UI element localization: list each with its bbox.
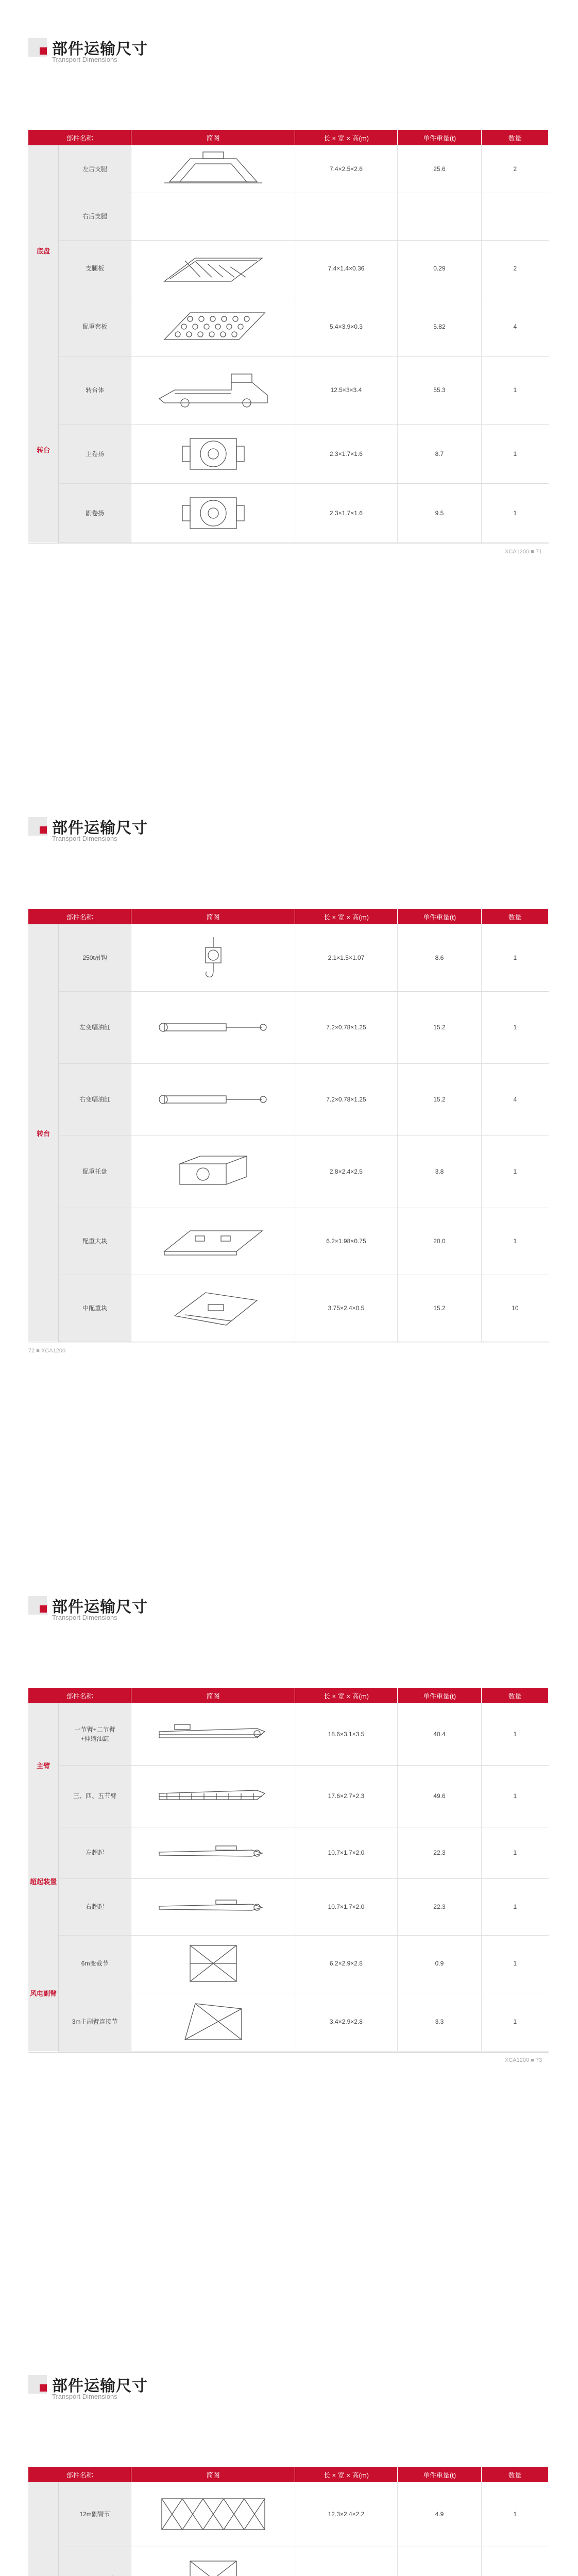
header-dimensions: 长 × 宽 × 高(m)	[295, 130, 398, 145]
part-name: 3m主副臂连接节	[59, 1992, 131, 2051]
part-dimensions: 3.75×2.4×0.5	[295, 1275, 398, 1342]
part-name: 转台体	[59, 356, 131, 424]
part-name: 中配重块	[59, 1275, 131, 1342]
part-quantity: 2	[482, 145, 549, 193]
part-quantity: 1	[482, 1703, 549, 1765]
table-row	[28, 1275, 549, 1342]
part-diagram	[131, 1208, 295, 1275]
part-dimensions: 17.6×2.7×2.3	[295, 1765, 398, 1827]
part-name: 配重大块	[59, 1208, 131, 1275]
category-label	[28, 2482, 59, 2576]
part-quantity: 1	[482, 1136, 549, 1208]
part-dimensions: 2.3×1.7×1.6	[295, 424, 398, 483]
part-quantity: 4	[482, 297, 549, 356]
part-weight: 0.9	[397, 1935, 482, 1992]
table-row	[28, 1136, 549, 1208]
part-quantity: 1	[482, 991, 549, 1063]
part-dimensions: 10.7×1.7×2.0	[295, 1827, 398, 1878]
table-row	[28, 483, 549, 543]
part-quantity: 1	[482, 1827, 549, 1878]
part-diagram	[131, 240, 295, 297]
part-dimensions: 7.4×2.5×2.6	[295, 145, 398, 193]
table-row	[28, 145, 549, 193]
table-row	[28, 1703, 549, 1765]
page-subtitle: Transport Dimensions	[52, 1614, 117, 1621]
header-name: 部件名称	[28, 1688, 131, 1703]
category-label: 风电副臂	[28, 1935, 59, 2051]
table-row	[28, 2482, 549, 2547]
boom-icon	[154, 1711, 273, 1757]
part-diagram	[131, 1275, 295, 1342]
header-qty: 数量	[482, 2467, 549, 2482]
part-quantity: 1	[482, 1992, 549, 2051]
part-name: 右后支腿	[59, 193, 131, 240]
part-dimensions: 12.3×2.4×2.2	[295, 2482, 398, 2547]
page-number: 72 ■ XCA1200	[28, 1348, 66, 1354]
header-weight: 单件重量(t)	[397, 1688, 482, 1703]
part-diagram	[131, 1703, 295, 1765]
spec-page	[0, 1558, 578, 2337]
part-diagram	[131, 1992, 295, 2051]
title-logo-accent	[40, 2384, 47, 2392]
part-name: 左变幅油缸	[59, 991, 131, 1063]
part-weight: 5.82	[397, 297, 482, 356]
header-dimensions: 长 × 宽 × 高(m)	[295, 2467, 398, 2482]
winch-icon	[154, 431, 273, 477]
superlift-icon	[154, 1884, 273, 1930]
part-dimensions: 2.8×2.4×2.5	[295, 1136, 398, 1208]
part-weight	[397, 2547, 482, 2576]
header-weight: 单件重量(t)	[397, 909, 482, 924]
part-weight: 15.2	[397, 1063, 482, 1136]
part-name: 三、四、五节臂	[59, 1765, 131, 1827]
part-diagram	[131, 1136, 295, 1208]
part-quantity: 1	[482, 483, 549, 543]
part-diagram	[131, 483, 295, 543]
lattice-trap-icon	[154, 1998, 273, 2045]
part-dimensions: 2.3×1.7×1.6	[295, 483, 398, 543]
transport-table	[28, 1688, 549, 2052]
counterweight2-icon	[154, 1285, 273, 1331]
header-dimensions: 长 × 宽 × 高(m)	[295, 1688, 398, 1703]
winch-icon	[154, 490, 273, 536]
title-logo-accent	[40, 1605, 47, 1613]
header-diagram: 简图	[131, 2467, 295, 2482]
part-diagram	[131, 1827, 295, 1878]
part-name: 6m变截节	[59, 1935, 131, 1992]
part-diagram	[131, 297, 295, 356]
spec-page	[0, 0, 578, 779]
table-row	[28, 1878, 549, 1935]
part-quantity: 1	[482, 356, 549, 424]
boom2-icon	[154, 1773, 273, 1819]
table-row	[28, 991, 549, 1063]
part-name: 副卷扬	[59, 483, 131, 543]
title-logo-accent	[40, 826, 47, 834]
outrigger-icon	[154, 146, 273, 192]
part-weight: 15.2	[397, 991, 482, 1063]
part-name: 右变幅油缸	[59, 1063, 131, 1136]
part-diagram	[131, 424, 295, 483]
page-title: 部件运输尺寸	[52, 2378, 148, 2395]
table-row	[28, 297, 549, 356]
category-label: 转台	[28, 924, 59, 1342]
part-weight: 3.8	[397, 1136, 482, 1208]
part-weight	[397, 193, 482, 240]
part-quantity: 2	[482, 240, 549, 297]
header-diagram: 简图	[131, 130, 295, 145]
turntable-icon	[154, 367, 273, 413]
page-subtitle: Transport Dimensions	[52, 56, 117, 63]
part-weight: 55.3	[397, 356, 482, 424]
table-row	[28, 1992, 549, 2051]
part-dimensions	[295, 193, 398, 240]
part-weight: 8.7	[397, 424, 482, 483]
cylinder-icon	[154, 1076, 273, 1123]
part-diagram	[131, 1063, 295, 1136]
part-name: 左超起	[59, 1827, 131, 1878]
table-row	[28, 424, 549, 483]
page-number: XCA1200 ■ 71	[505, 549, 542, 555]
part-diagram	[131, 2547, 295, 2576]
page-title: 部件运输尺寸	[52, 41, 148, 58]
part-weight: 0.29	[397, 240, 482, 297]
tray-icon	[154, 1148, 273, 1195]
part-diagram	[131, 924, 295, 991]
spec-page	[0, 2337, 578, 2576]
header-name: 部件名称	[28, 130, 131, 145]
part-name: 250t吊钩	[59, 924, 131, 991]
pad-icon	[154, 245, 273, 292]
header-name: 部件名称	[28, 909, 131, 924]
part-dimensions: 7.2×0.78×1.25	[295, 1063, 398, 1136]
part-weight: 3.3	[397, 1992, 482, 2051]
part-quantity: 1	[482, 924, 549, 991]
part-dimensions: 6.2×2.9×2.8	[295, 1935, 398, 1992]
part-quantity: 1	[482, 2482, 549, 2547]
table-row	[28, 356, 549, 424]
part-diagram	[131, 1878, 295, 1935]
part-name: 配重套板	[59, 297, 131, 356]
plate-icon	[154, 303, 273, 350]
part-dimensions: 6.2×1.98×0.75	[295, 1208, 398, 1275]
transport-table	[28, 130, 549, 543]
part-weight: 20.0	[397, 1208, 482, 1275]
header-weight: 单件重量(t)	[397, 2467, 482, 2482]
part-dimensions: 12.5×3×3.4	[295, 356, 398, 424]
header-diagram: 简图	[131, 909, 295, 924]
part-quantity: 1	[482, 1878, 549, 1935]
part-quantity	[482, 193, 549, 240]
lattice-sq-icon	[154, 1940, 273, 1987]
table-row	[28, 1827, 549, 1878]
page-title: 部件运输尺寸	[52, 1599, 148, 1616]
header-qty: 数量	[482, 909, 549, 924]
part-diagram	[131, 356, 295, 424]
part-name: 支腿板	[59, 240, 131, 297]
part-weight: 25.6	[397, 145, 482, 193]
part-dimensions: 10.7×1.7×2.0	[295, 1878, 398, 1935]
page-number: XCA1200 ■ 73	[505, 2057, 542, 2063]
table-row	[28, 240, 549, 297]
header-dimensions: 长 × 宽 × 高(m)	[295, 909, 398, 924]
part-dimensions: 18.6×3.1×3.5	[295, 1703, 398, 1765]
header-diagram: 简图	[131, 1688, 295, 1703]
part-diagram	[131, 193, 295, 240]
part-weight: 4.9	[397, 2482, 482, 2547]
page-title: 部件运输尺寸	[52, 820, 148, 837]
category-label: 转台	[28, 356, 59, 543]
category-label: 超起装置	[28, 1827, 59, 1935]
page-subtitle: Transport Dimensions	[52, 2393, 117, 2400]
transport-table	[28, 2467, 549, 2576]
table-row	[28, 1765, 549, 1827]
part-diagram	[131, 1765, 295, 1827]
part-name: 主卷扬	[59, 424, 131, 483]
part-diagram	[131, 2482, 295, 2547]
lattice-sq-icon	[154, 2556, 273, 2576]
cylinder-icon	[154, 1004, 273, 1050]
table-row	[28, 193, 549, 240]
part-weight: 9.5	[397, 483, 482, 543]
table-row	[28, 924, 549, 991]
part-quantity: 1	[482, 1208, 549, 1275]
part-name	[59, 2547, 131, 2576]
part-quantity	[482, 2547, 549, 2576]
header-qty: 数量	[482, 130, 549, 145]
part-dimensions: 5.4×3.9×0.3	[295, 297, 398, 356]
transport-table	[28, 909, 549, 1342]
table-row	[28, 1063, 549, 1136]
part-diagram	[131, 991, 295, 1063]
superlift-icon	[154, 1829, 273, 1876]
header-weight: 单件重量(t)	[397, 130, 482, 145]
category-label: 主臂	[28, 1703, 59, 1827]
part-dimensions	[295, 2547, 398, 2576]
part-weight: 49.6	[397, 1765, 482, 1827]
header-name: 部件名称	[28, 2467, 131, 2482]
table-bottom-rule	[28, 2052, 549, 2053]
title-logo-accent	[40, 47, 47, 55]
part-diagram	[131, 145, 295, 193]
part-weight: 15.2	[397, 1275, 482, 1342]
category-label: 底盘	[28, 145, 59, 356]
part-name: 右超起	[59, 1878, 131, 1935]
table-row	[28, 2547, 549, 2576]
part-weight: 8.6	[397, 924, 482, 991]
part-weight: 22.3	[397, 1878, 482, 1935]
table-row	[28, 1208, 549, 1275]
part-name: 12m副臂节	[59, 2482, 131, 2547]
page-subtitle: Transport Dimensions	[52, 835, 117, 842]
part-weight: 40.4	[397, 1703, 482, 1765]
part-dimensions: 7.2×0.78×1.25	[295, 991, 398, 1063]
part-dimensions: 7.4×1.4×0.36	[295, 240, 398, 297]
part-quantity: 10	[482, 1275, 549, 1342]
part-dimensions: 3.4×2.9×2.8	[295, 1992, 398, 2051]
part-quantity: 4	[482, 1063, 549, 1136]
lattice-long-icon	[154, 2491, 273, 2537]
part-name: 左后支腿	[59, 145, 131, 193]
part-name: 一节臂+二节臂 +伸缩油缸	[59, 1703, 131, 1765]
counterweight-icon	[154, 1218, 273, 1264]
part-quantity: 1	[482, 1935, 549, 1992]
part-name: 配重托盘	[59, 1136, 131, 1208]
part-diagram	[131, 1935, 295, 1992]
part-quantity: 1	[482, 424, 549, 483]
part-weight: 22.3	[397, 1827, 482, 1878]
header-qty: 数量	[482, 1688, 549, 1703]
part-quantity: 1	[482, 1765, 549, 1827]
table-row	[28, 1935, 549, 1992]
spec-page	[0, 779, 578, 1558]
part-dimensions: 2.1×1.5×1.07	[295, 924, 398, 991]
hook-icon	[154, 935, 273, 981]
